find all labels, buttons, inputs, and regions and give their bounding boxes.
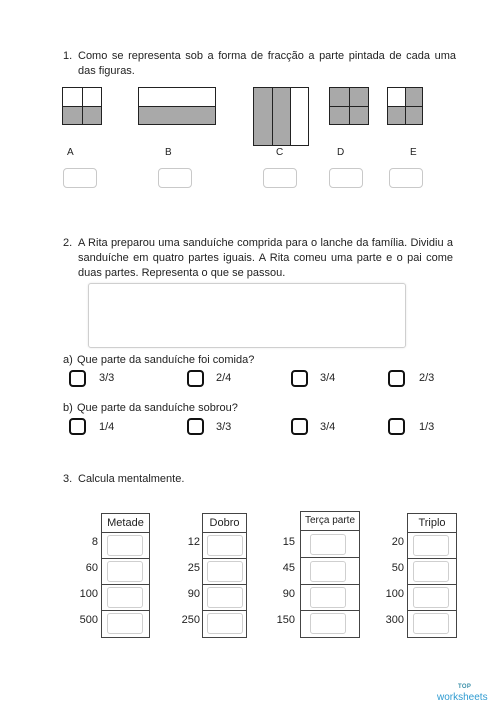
letter-d: D [337, 147, 345, 158]
q1-number: 1. [63, 50, 73, 62]
table-terca-parte-value-3: 90 [282, 588, 295, 600]
q2b-option-1-checkbox[interactable] [69, 418, 86, 435]
q3-number: 3. [63, 473, 73, 485]
table-triplo-answer-3[interactable] [413, 587, 449, 608]
table-triplo-value-1: 20 [391, 536, 404, 548]
q2a-option-4-label: 2/3 [419, 372, 435, 384]
table-terca-parte [300, 530, 360, 638]
q2a-option-2-checkbox[interactable] [187, 370, 204, 387]
q2a-label: a) [63, 354, 73, 366]
q2a-option-4-checkbox[interactable] [388, 370, 405, 387]
q3-text: Calcula mentalmente. [78, 473, 185, 485]
table-triplo-answer-4[interactable] [413, 613, 449, 634]
table-dobro-answer-2[interactable] [207, 561, 243, 582]
letter-e: E [410, 147, 417, 158]
table-metade-header: Metade [101, 513, 150, 532]
q2b-option-2-checkbox[interactable] [187, 418, 204, 435]
q2b-question: Que parte da sanduíche sobrou? [77, 402, 238, 414]
figure-a [62, 87, 102, 125]
table-dobro-value-1: 12 [187, 536, 200, 548]
table-triplo-value-2: 50 [391, 562, 404, 574]
table-triplo-header: Triplo [407, 513, 457, 532]
table-metade-answer-3[interactable] [107, 587, 143, 608]
table-metade-answer-2[interactable] [107, 561, 143, 582]
drawing-area[interactable] [88, 283, 406, 348]
q2-number: 2. [63, 237, 73, 249]
table-metade [101, 532, 150, 638]
table-terca-parte-answer-1[interactable] [310, 534, 346, 555]
table-dobro-answer-4[interactable] [207, 613, 243, 634]
letter-c: C [276, 147, 284, 158]
table-dobro-value-3: 90 [187, 588, 200, 600]
logo-top-text: TOP [458, 684, 472, 690]
q2b-option-1-label: 1/4 [99, 421, 115, 433]
answer-box-d[interactable] [329, 168, 363, 188]
q2a-option-3-label: 3/4 [320, 372, 336, 384]
q2a-option-3-checkbox[interactable] [291, 370, 308, 387]
letter-b: B [165, 147, 172, 158]
q2a-option-1-label: 3/3 [99, 372, 115, 384]
table-terca-parte-value-2: 45 [282, 562, 295, 574]
q2a-question: Que parte da sanduíche foi comida? [77, 354, 255, 366]
answer-box-c[interactable] [263, 168, 297, 188]
table-metade-value-3: 100 [79, 588, 98, 600]
table-dobro-answer-3[interactable] [207, 587, 243, 608]
table-triplo-answer-1[interactable] [413, 535, 449, 556]
table-dobro-value-4: 250 [181, 614, 200, 626]
answer-box-a[interactable] [63, 168, 97, 188]
figure-b [138, 87, 216, 125]
table-terca-parte-value-1: 15 [282, 536, 295, 548]
table-terca-parte-value-4: 150 [276, 614, 295, 626]
table-terca-parte-answer-4[interactable] [310, 613, 346, 634]
logo-main-text: worksheets [437, 692, 488, 703]
answer-box-b[interactable] [158, 168, 192, 188]
table-metade-value-1: 8 [91, 536, 98, 548]
q1-text: Como se representa sob a forma de fracção a parte pintada de cada uma das figuras. [78, 50, 456, 77]
table-terca-parte-answer-3[interactable] [310, 587, 346, 608]
q2b-option-4-checkbox[interactable] [388, 418, 405, 435]
q2b-option-2-label: 3/3 [216, 421, 232, 433]
table-metade-answer-4[interactable] [107, 613, 143, 634]
figure-e [387, 87, 423, 125]
figure-d [329, 87, 369, 125]
q2a-option-2-label: 2/4 [216, 372, 232, 384]
table-dobro-value-2: 25 [187, 562, 200, 574]
table-triplo-value-3: 100 [385, 588, 404, 600]
table-metade-value-4: 500 [79, 614, 98, 626]
table-terca-parte-answer-2[interactable] [310, 561, 346, 582]
table-metade-answer-1[interactable] [107, 535, 143, 556]
table-triplo-answer-2[interactable] [413, 561, 449, 582]
table-triplo-value-4: 300 [385, 614, 404, 626]
table-dobro-answer-1[interactable] [207, 535, 243, 556]
table-metade-value-2: 60 [85, 562, 98, 574]
q2-text: A Rita preparou uma sanduíche comprida para o lanche da família. Dividiu a sanduíche em quatro partes iguais. A Rita comeu uma parte e o pai come duas partes. Representa o que se passou. [78, 237, 453, 279]
q2b-option-4-label: 1/3 [419, 421, 435, 433]
figure-c [253, 87, 309, 146]
table-triplo [407, 532, 457, 638]
letter-a: A [67, 147, 74, 158]
table-dobro-header: Dobro [202, 513, 247, 532]
table-dobro [202, 532, 247, 638]
q2b-option-3-checkbox[interactable] [291, 418, 308, 435]
q2b-option-3-label: 3/4 [320, 421, 336, 433]
q2b-label: b) [63, 402, 73, 414]
answer-box-e[interactable] [389, 168, 423, 188]
table-terca-parte-header: Terça parte [300, 511, 360, 530]
q2a-option-1-checkbox[interactable] [69, 370, 86, 387]
